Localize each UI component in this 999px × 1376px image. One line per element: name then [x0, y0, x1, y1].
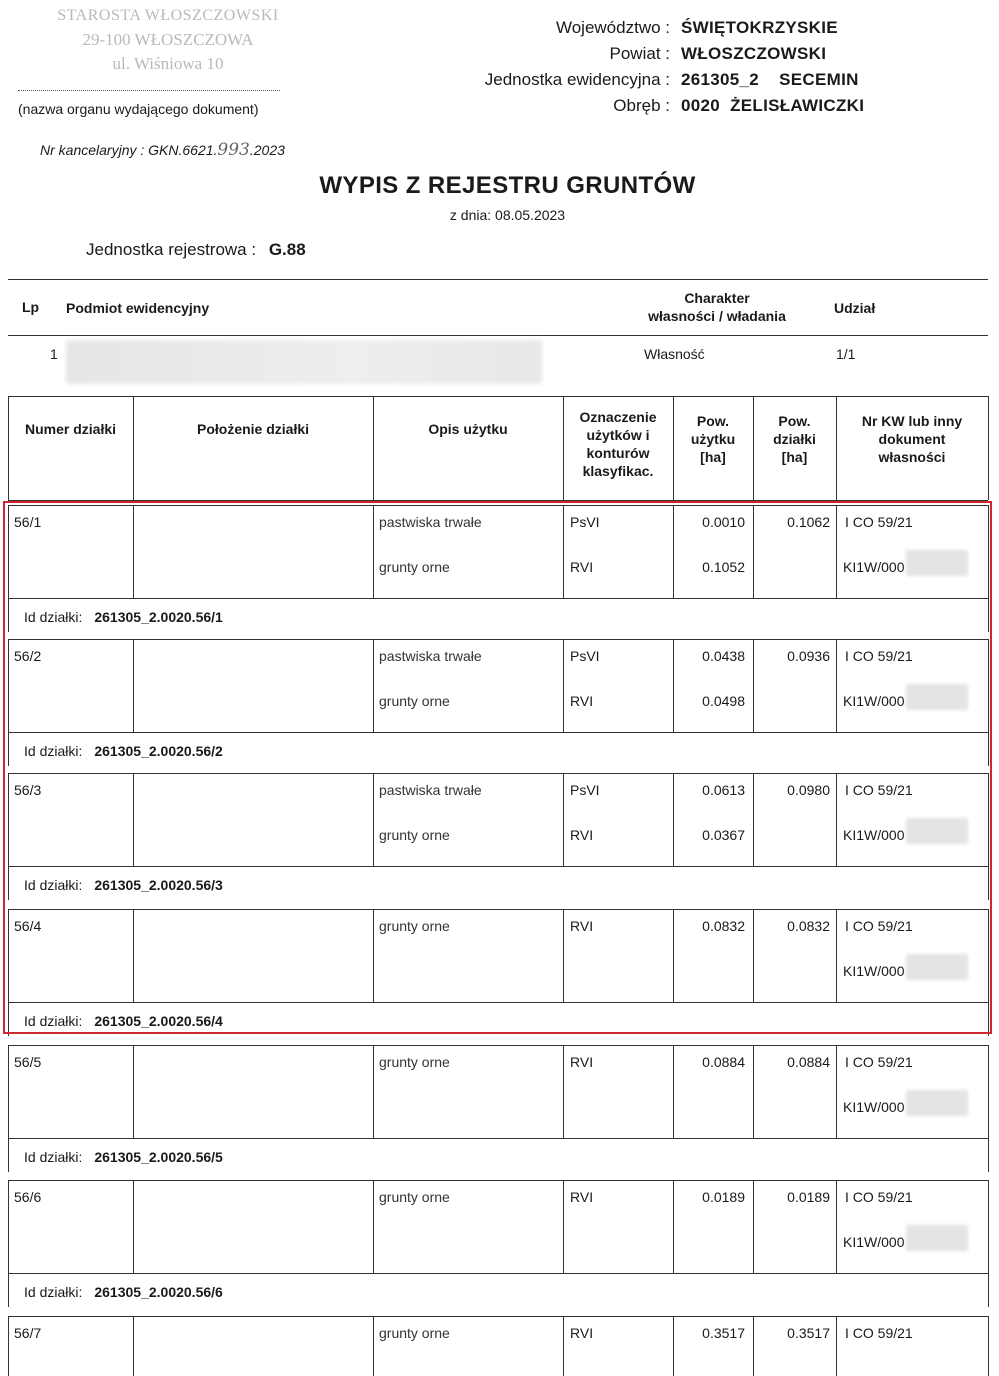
powiat-label: Powiat : [609, 44, 670, 63]
owners-header-rule [8, 335, 988, 336]
land-use-description: pastwiska trwałe [379, 782, 482, 798]
wojewodztwo-label: Województwo : [555, 18, 670, 37]
parcels-col-pow-uzytku [673, 412, 753, 466]
parcels-header-divider [8, 396, 9, 500]
parcel-top-rule [8, 1316, 988, 1317]
land-use-description: pastwiska trwałe [379, 514, 482, 530]
owners-top-rule [8, 279, 988, 280]
land-register-number: I CO 59/21 [845, 514, 913, 530]
parcel-column-divider [133, 1180, 134, 1273]
parcels-col-oznaczenie-line: klasyfikac. [582, 463, 654, 479]
land-use-class: RVI [570, 693, 594, 709]
land-use-description: grunty orne [379, 1189, 450, 1205]
owners-col-podmiot: Podmiot ewidencyjny [66, 300, 210, 316]
land-register-number: I CO 59/21 [845, 1325, 913, 1341]
land-use-class: RVI [570, 1189, 594, 1205]
kancelaria-handwritten-number: 993 [217, 140, 250, 160]
parcel-top-rule [8, 1180, 988, 1181]
parcels-header-divider [988, 396, 989, 500]
owners-col-lp: Lp [22, 299, 40, 315]
kancelaria-suffix: .2023 [249, 142, 285, 158]
parcel-area: 0.0936 [787, 648, 830, 664]
parcel-column-divider [836, 1180, 837, 1273]
parcel-column-divider [563, 1045, 564, 1138]
land-use-area: 0.1052 [702, 559, 745, 575]
parcels-col-oznaczenie-line: Oznaczenie [579, 409, 657, 425]
obreb-value: 0020 ŻELISŁAWICZKI [681, 96, 865, 115]
land-register-number-2: KI1W/000 [843, 827, 905, 843]
stamp-line-2: 29-100 WŁOSZCZOWA [82, 30, 254, 49]
land-use-area: 0.0498 [702, 693, 745, 709]
parcel-top-rule [8, 1045, 988, 1046]
parcel-column-divider [988, 1180, 989, 1273]
land-use-area: 0.0884 [702, 1054, 745, 1070]
parcel-area: 0.0884 [787, 1054, 830, 1070]
highlight-box [3, 501, 992, 1034]
parcels-header-top-rule [8, 396, 988, 397]
parcels-col-oznaczenie-line: użytków i [586, 427, 650, 443]
land-use-class: RVI [570, 1325, 594, 1341]
parcel-id-value: 261305_2.0020.56/1 [94, 609, 223, 625]
parcel-column-divider [988, 1045, 989, 1138]
parcel-id-value: 261305_2.0020.56/2 [94, 743, 223, 759]
land-use-class: PsVI [570, 514, 600, 530]
parcels-col-numer: Numer działki [24, 421, 117, 437]
parcel-column-divider [988, 1316, 989, 1376]
owner-charakter: Własność [644, 346, 705, 362]
parcels-col-pow-uzytku-line: [ha] [700, 449, 726, 465]
parcel-id [24, 1284, 223, 1300]
land-use-description: grunty orne [379, 827, 450, 843]
powiat-value: WŁOSZCZOWSKI [681, 44, 827, 63]
parcels-col-kw-line: Nr KW lub inny [861, 413, 963, 429]
land-register-number-2: KI1W/000 [843, 1099, 905, 1115]
parcel-number: 56/6 [14, 1189, 42, 1205]
land-use-area: 0.0613 [702, 782, 745, 798]
parcel-id-label: Id działki: [24, 1149, 83, 1165]
office-stamp [18, 4, 318, 76]
parcels-col-pow-dzialki-line: [ha] [781, 449, 808, 465]
parcel-id-label: Id działki: [24, 877, 83, 893]
jednostka-value: 261305_2 SECEMIN [681, 70, 859, 89]
land-register-number-2: KI1W/000 [843, 693, 905, 709]
parcels-col-opis: Opis użytku [428, 421, 508, 437]
parcel-area: 0.0832 [787, 918, 830, 934]
land-use-class: RVI [570, 559, 594, 575]
parcel-column-divider [133, 1316, 134, 1376]
land-register-number-2: KI1W/000 [843, 963, 905, 979]
parcel-id-left-border [8, 1138, 9, 1172]
document-title: WYPIS Z REJESTRU GRUNTÓW [319, 172, 696, 199]
document-date: z dnia: 08.05.2023 [449, 207, 566, 223]
owners-col-charakter-line1: Charakter [684, 290, 750, 306]
parcel-number: 56/7 [14, 1325, 42, 1341]
parcel-bottom-rule [8, 1138, 988, 1139]
parcel-area: 0.0980 [787, 782, 830, 798]
parcel-number: 56/5 [14, 1054, 42, 1070]
parcel-column-divider [836, 1316, 837, 1376]
parcel-id-value: 261305_2.0020.56/5 [94, 1149, 223, 1165]
owner-name-redacted [66, 340, 542, 384]
parcels-col-pow-uzytku-line: użytku [690, 431, 736, 447]
land-use-area: 0.0010 [702, 514, 745, 530]
land-use-description: grunty orne [379, 693, 450, 709]
land-use-area: 0.3517 [702, 1325, 745, 1341]
parcel-area: 0.0189 [787, 1189, 830, 1205]
parcel-id-label: Id działki: [24, 1284, 83, 1300]
land-use-class: PsVI [570, 782, 600, 798]
kancelaria-prefix: Nr kancelaryjny : GKN.6621. [40, 142, 218, 158]
land-use-area: 0.0367 [702, 827, 745, 843]
parcel-id-value: 261305_2.0020.56/3 [94, 877, 223, 893]
parcels-col-pow-dzialki [753, 412, 836, 466]
land-use-description: pastwiska trwałe [379, 648, 482, 664]
parcels-col-kw-line: dokument [878, 431, 946, 447]
land-use-description: grunty orne [379, 918, 450, 934]
parcel-column-divider [373, 1180, 374, 1273]
stamp-line-3: ul. Wiśniowa 10 [112, 54, 224, 73]
parcel-column-divider [133, 1045, 134, 1138]
parcel-id [24, 1149, 223, 1165]
stamp-line-1: STAROSTA WŁOSZCZOWSKI [57, 7, 279, 24]
parcel-id-label: Id działki: [24, 743, 83, 759]
land-use-area: 0.0189 [702, 1189, 745, 1205]
parcel-column-divider [8, 1180, 9, 1273]
parcel-id-right-border [988, 1273, 989, 1307]
land-register-redacted [906, 1225, 968, 1251]
parcel-id-value: 261305_2.0020.56/6 [94, 1284, 223, 1300]
parcel-column-divider [836, 1045, 837, 1138]
parcel-area: 0.3517 [787, 1325, 830, 1341]
parcel-column-divider [8, 1316, 9, 1376]
jednostka-rejestrowa [86, 240, 306, 260]
land-use-class: PsVI [570, 648, 600, 664]
parcels-col-kw [836, 412, 988, 466]
owners-col-charakter-line2: własności / władania [648, 308, 786, 324]
obreb-label: Obręb : [613, 96, 670, 115]
parcel-number: 56/3 [14, 782, 42, 798]
land-register-number-2: KI1W/000 [843, 1234, 905, 1250]
parcels-col-pow-dzialki-line: Pow. [778, 413, 811, 429]
jednostka-label: Jednostka ewidencyjna : [484, 70, 670, 89]
land-use-class: RVI [570, 918, 594, 934]
wojewodztwo-value: ŚWIĘTOKRZYSKIE [681, 18, 838, 37]
parcel-bottom-rule [8, 1273, 988, 1274]
parcels-col-polozenie: Położenie działki [196, 421, 310, 437]
parcel-column-divider [373, 1316, 374, 1376]
parcel-column-divider [563, 1316, 564, 1376]
parcel-number: 56/1 [14, 514, 42, 530]
owner-lp: 1 [50, 346, 58, 362]
parcel-column-divider [373, 1045, 374, 1138]
land-register-number-2: KI1W/000 [843, 559, 905, 575]
organ-dotted-line [18, 90, 280, 91]
land-register-number: I CO 59/21 [845, 1054, 913, 1070]
land-use-description: grunty orne [379, 559, 450, 575]
parcel-id-label: Id działki: [24, 1013, 83, 1029]
parcels-header-divider [133, 396, 134, 500]
land-use-class: RVI [570, 1054, 594, 1070]
land-register-redacted [906, 1090, 968, 1116]
land-register-number: I CO 59/21 [845, 918, 913, 934]
land-register-number: I CO 59/21 [845, 648, 913, 664]
parcels-header-divider [373, 396, 374, 500]
parcels-col-kw-line: własności [878, 449, 946, 465]
parcels-col-oznaczenie-line: konturów [586, 445, 650, 461]
parcels-col-oznaczenie [563, 408, 673, 480]
jednostka-rejestrowa-value: G.88 [268, 240, 306, 259]
land-use-description: grunty orne [379, 1054, 450, 1070]
parcel-id-label: Id działki: [24, 609, 83, 625]
parcel-id-left-border [8, 1273, 9, 1307]
land-use-area: 0.0438 [702, 648, 745, 664]
parcels-col-pow-dzialki-line: działki [773, 431, 816, 447]
land-use-description: grunty orne [379, 1325, 450, 1341]
parcel-id-value: 261305_2.0020.56/4 [94, 1013, 223, 1029]
land-use-area: 0.0832 [702, 918, 745, 934]
parcel-area: 0.1062 [787, 514, 830, 530]
parcel-id-right-border [988, 1138, 989, 1172]
parcel-column-divider [563, 1180, 564, 1273]
land-use-class: RVI [570, 827, 594, 843]
parcels-col-pow-uzytku-line: Pow. [696, 413, 730, 429]
parcel-column-divider [8, 1045, 9, 1138]
parcel-number: 56/2 [14, 648, 42, 664]
owners-col-udzial: Udział [834, 300, 876, 316]
owner-udzial: 1/1 [836, 346, 856, 362]
parcel-number: 56/4 [14, 918, 42, 934]
kancelaria-number [40, 140, 285, 160]
organ-label: (nazwa organu wydającego dokument) [18, 101, 259, 117]
land-register-number: I CO 59/21 [845, 1189, 913, 1205]
owners-col-charakter [632, 289, 802, 325]
land-register-number: I CO 59/21 [845, 782, 913, 798]
jednostka-rejestrowa-label: Jednostka rejestrowa : [86, 240, 257, 259]
